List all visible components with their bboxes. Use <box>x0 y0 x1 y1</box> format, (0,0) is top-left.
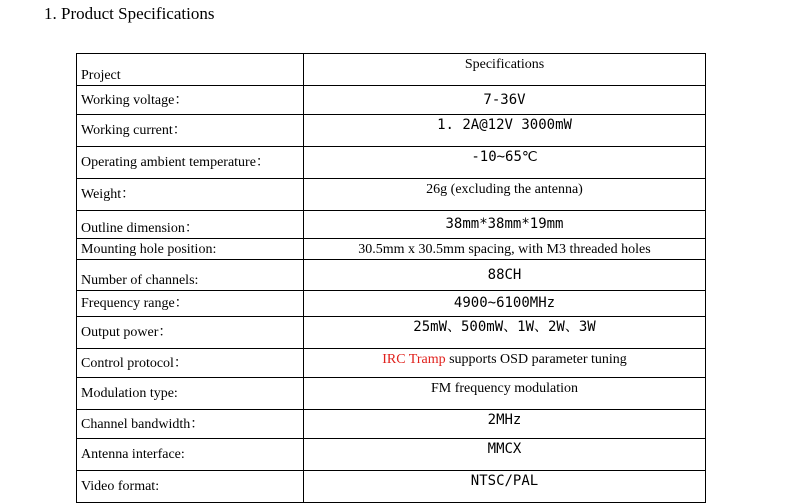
row-value: 30.5mm x 30.5mm spacing, with M3 threaded holes <box>304 239 706 260</box>
row-label: Outline dimension： <box>77 211 304 239</box>
table-row <box>77 211 706 239</box>
row-value: MMCX <box>304 439 706 471</box>
protocol-highlight: IRC Tramp <box>382 352 446 367</box>
row-value: 1. 2A@12V 3000mW <box>304 115 706 147</box>
row-label: Control protocol： <box>77 349 304 378</box>
page-heading: 1. Product Specifications <box>44 4 215 23</box>
row-label: Channel bandwidth： <box>77 410 304 439</box>
table-row <box>77 439 706 471</box>
row-value: 38mm*38mm*19mm <box>304 211 706 239</box>
row-label: Working voltage： <box>77 86 304 115</box>
table-row <box>77 378 706 410</box>
row-value: 7-36V <box>304 86 706 115</box>
header-specifications: Specifications <box>304 54 706 86</box>
row-value: 2MHz <box>304 410 706 439</box>
table-row <box>77 410 706 439</box>
table-header-row <box>77 54 706 86</box>
row-label: Mounting hole position: <box>77 239 304 260</box>
row-value: 88CH <box>304 260 706 291</box>
table-row <box>77 147 706 179</box>
header-project: Project <box>77 54 304 86</box>
row-value: NTSC/PAL <box>304 471 706 503</box>
row-value: 26g (excluding the antenna) <box>304 179 706 211</box>
table-row <box>77 115 706 147</box>
row-label: Weight： <box>77 179 304 211</box>
row-label: Number of channels: <box>77 260 304 291</box>
table-row <box>77 179 706 211</box>
row-value: FM frequency modulation <box>304 378 706 410</box>
row-label: Antenna interface: <box>77 439 304 471</box>
table-row <box>77 471 706 503</box>
specifications-table <box>76 53 706 503</box>
row-value: 25mW、500mW、1W、2W、3W <box>304 317 706 349</box>
row-value <box>304 349 706 378</box>
row-label: Operating ambient temperature： <box>77 147 304 179</box>
table-row <box>77 317 706 349</box>
table-row <box>77 349 706 378</box>
row-label: Frequency range： <box>77 291 304 317</box>
table-row <box>77 86 706 115</box>
row-label: Working current： <box>77 115 304 147</box>
protocol-description: supports OSD parameter tuning <box>445 352 627 367</box>
row-label: Modulation type: <box>77 378 304 410</box>
table-row <box>77 260 706 291</box>
row-label: Video format: <box>77 471 304 503</box>
row-value: -10~65℃ <box>304 147 706 179</box>
row-label: Output power： <box>77 317 304 349</box>
table-row <box>77 291 706 317</box>
table-row <box>77 239 706 260</box>
row-value: 4900~6100MHz <box>304 291 706 317</box>
